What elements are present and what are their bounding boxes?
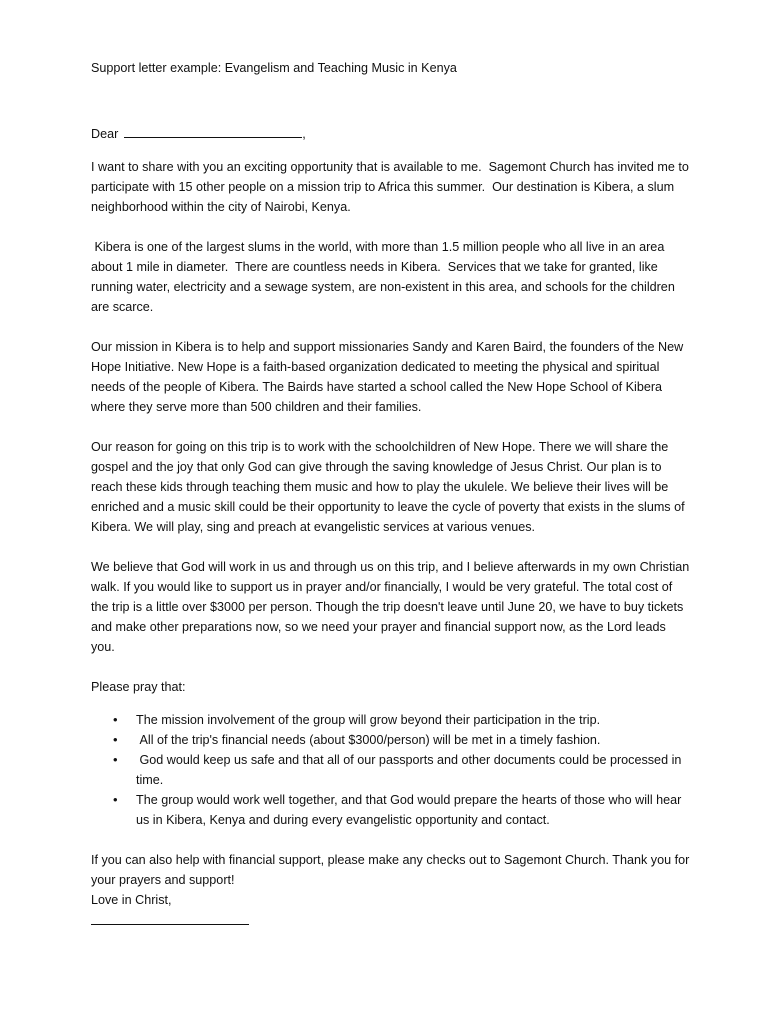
paragraph-mission: Our mission in Kibera is to help and support missionaries Sandy and Karen Baird, the founders of the New Hope Initiative. New Hope is a faith-based organization dedicated to meeting the physical and spiritual needs of the people of Kibera. The Bairds have started a school called the New Hope School of Kibera where they serve more than 500 children and their families. — [91, 340, 684, 414]
pray-heading: Please pray that: — [91, 680, 186, 694]
list-item — [91, 790, 691, 830]
bullet-icon: • — [113, 712, 118, 727]
closing-request: If you can also help with financial support, please make any checks out to Sagemont Church. Thank you for your prayers and support! — [91, 853, 690, 887]
bullet-icon: • — [113, 732, 118, 747]
bullet-icon: • — [113, 752, 118, 767]
signature-line — [91, 910, 249, 925]
paragraph-intro: I want to share with you an exciting opportunity that is available to me. Sagemont Church has invited me to participate with 15 other people on a mission trip to Africa this summer. Our destination is Kibera, a slum neighborhood within the city of Nairobi, Kenya. — [91, 160, 693, 214]
paragraph-kibera: Kibera is one of the largest slums in the world, with more than 1.5 million people who all live in an area about 1 mile in diameter. There are countless needs in Kibera. Services that we take for granted, like running water, electricity and a sewage system, are non-existent in this area, and schools for the children are scarce. — [91, 240, 679, 314]
greeting-line — [91, 124, 691, 144]
bullet-icon: • — [113, 792, 118, 807]
recipient-blank — [124, 124, 302, 138]
list-item — [91, 750, 691, 790]
prayer-text: All of the trip's financial needs (about $3000/person) will be met in a timely fashion. — [136, 733, 601, 747]
letter-title: Support letter example: Evangelism and Teaching Music in Kenya — [91, 61, 457, 75]
greeting-text: Dear — [91, 127, 119, 141]
greeting-comma: , — [302, 127, 306, 141]
prayer-text: The group would work well together, and that God would prepare the hearts of those who will hear us in Kibera, Kenya and during every evangelistic opportunity and contact. — [136, 793, 682, 827]
prayer-text: The mission involvement of the group will grow beyond their participation in the trip. — [136, 713, 601, 727]
paragraph-reason: Our reason for going on this trip is to work with the schoolchildren of New Hope. There we will share the gospel and the joy that only God can give through the saving knowledge of Jesus Christ. Our plan is to reach these kids through teaching them music and how to play the ukulele. We believe their lives will be enriched and a music skill could be their opportunity to leave the cycle of poverty that exists in the slums of Kibera. We will play, sing and preach at evangelistic services at various venues. — [91, 440, 685, 534]
prayer-text: God would keep us safe and that all of our passports and other documents could be processed in time. — [136, 753, 685, 787]
paragraph-support: We believe that God will work in us and through us on this trip, and I believe afterwards in my own Christian walk. If you would like to support us in prayer and/or financially, I would be very grateful. The total cost of the trip is a little over $3000 per person. Though the trip doesn't leave until June 20, we have to buy tickets and make other preparations now, so we need your prayer and financial support now, as the Lord leads you. — [91, 560, 690, 654]
letter-page — [91, 58, 691, 925]
list-item — [91, 730, 691, 750]
list-item — [91, 710, 691, 730]
closing-salutation: Love in Christ, — [91, 893, 172, 907]
prayer-list — [91, 710, 691, 830]
